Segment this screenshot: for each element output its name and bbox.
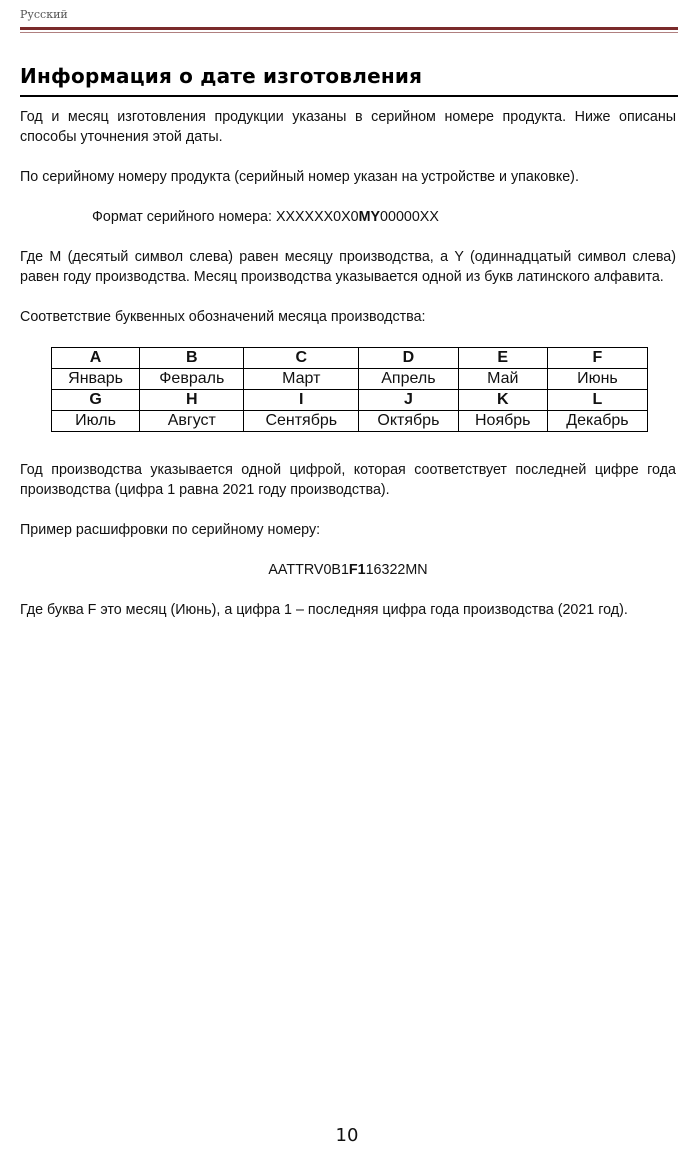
- table-row-months-1: [52, 369, 648, 390]
- table-cell: L: [547, 390, 647, 411]
- example-serial-line: [20, 560, 676, 580]
- table-cell: B: [140, 348, 244, 369]
- year-info-paragraph: Год производства указывается одной цифрой, которая соответствует последней цифре года производства (цифра 1 равна 2021 году производства).: [20, 462, 676, 498]
- table-cell: Апрель: [359, 369, 458, 390]
- table-cell: Ноябрь: [458, 411, 547, 432]
- serial-format-suffix: 00000XX: [380, 209, 439, 225]
- serial-format-label: Формат серийного номера:: [92, 209, 276, 225]
- page-title: Информация о дате изготовления: [20, 64, 423, 88]
- table-cell: E: [458, 348, 547, 369]
- example-serial-prefix: AATTRV0B1: [268, 562, 349, 578]
- header-language: Русский: [20, 8, 68, 21]
- example-explanation-paragraph: Где буква F это месяц (Июнь), а цифра 1 – последняя цифра года производства (2021 год).: [20, 602, 628, 618]
- header-rule-thin: [20, 32, 678, 33]
- example-serial-f1: F1: [348, 562, 366, 578]
- table-cell: Январь: [52, 369, 140, 390]
- table-spacer: [20, 432, 676, 460]
- content: [20, 107, 676, 640]
- example-serial-suffix: 16322MN: [365, 562, 428, 578]
- table-row-letters-1: [52, 348, 648, 369]
- serial-format-my: MY: [358, 209, 381, 225]
- intro-paragraph: Год и месяц изготовления продукции указаны в серийном номере продукта. Ниже описаны способы уточнения этой даты.: [20, 109, 676, 145]
- table-cell: G: [52, 390, 140, 411]
- title-rule: [20, 95, 678, 97]
- serial-format-line: [92, 207, 676, 227]
- table-cell: Март: [244, 369, 359, 390]
- table-cell: Сентябрь: [244, 411, 359, 432]
- table-cell: Июль: [52, 411, 140, 432]
- table-cell: C: [244, 348, 359, 369]
- serial-format-prefix: XXXXXX0X0: [275, 209, 359, 225]
- position-explanation-paragraph: Где M (десятый символ слева) равен месяцу производства, а Y (одиннадцатый символ слева) равен году производства. Месяц производства указывается одной из букв латинского алфавита.: [20, 249, 676, 285]
- table-row-months-2: [52, 411, 648, 432]
- month-letter-table: [51, 347, 648, 432]
- table-cell: Май: [458, 369, 547, 390]
- table-cell: Февраль: [140, 369, 244, 390]
- example-intro-paragraph: Пример расшифровки по серийному номеру:: [20, 522, 321, 538]
- table-cell: Декабрь: [547, 411, 647, 432]
- table-cell: Август: [140, 411, 244, 432]
- table-cell: H: [140, 390, 244, 411]
- table-cell: J: [359, 390, 458, 411]
- table-cell: D: [359, 348, 458, 369]
- table-cell: A: [52, 348, 140, 369]
- table-cell: K: [458, 390, 547, 411]
- table-row-letters-2: [52, 390, 648, 411]
- table-cell: F: [547, 348, 647, 369]
- table-cell: Июнь: [547, 369, 647, 390]
- serial-source-paragraph: По серийному номеру продукта (серийный номер указан на устройстве и упаковке).: [20, 169, 579, 185]
- header-rule: [20, 27, 678, 30]
- table-cell: I: [244, 390, 359, 411]
- page-number: 10: [335, 1125, 359, 1146]
- table-cell: Октябрь: [359, 411, 458, 432]
- mapping-intro-paragraph: Соответствие буквенных обозначений месяца производства:: [20, 309, 426, 325]
